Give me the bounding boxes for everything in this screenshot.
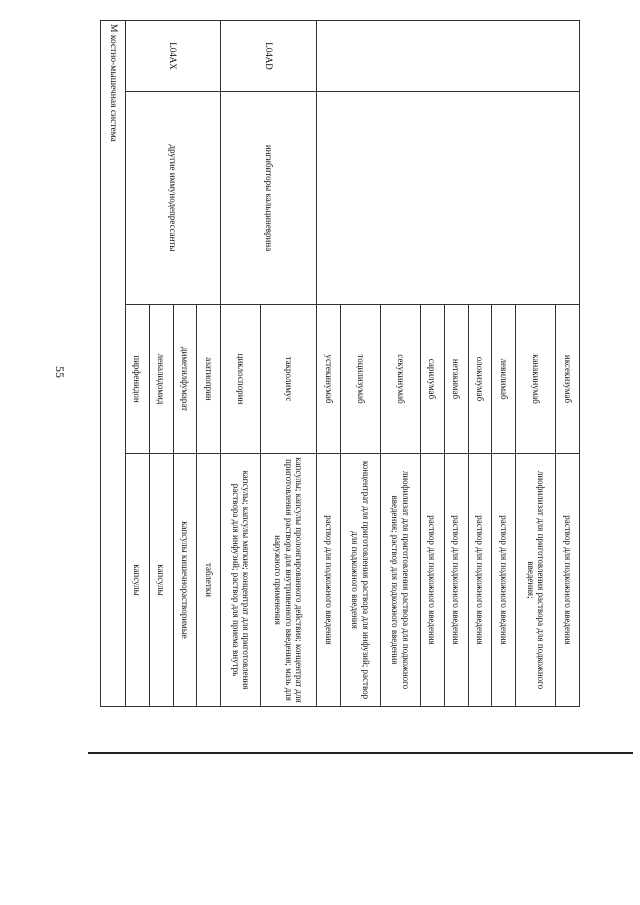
drug-cell: циклоспорин	[221, 305, 261, 454]
drug-table	[100, 20, 580, 707]
drug-cell: канакинумаб	[516, 305, 556, 454]
drug-cell: левилимаб	[492, 305, 516, 454]
drug-cell: пирфенидон	[125, 305, 149, 454]
page-divider	[88, 752, 633, 754]
drug-cell: азатиоприн	[197, 305, 221, 454]
forms-cell: капсулы кишечнорастворимые	[173, 454, 197, 707]
page-number: 55	[53, 366, 67, 378]
drug-cell: секукинумаб	[380, 305, 420, 454]
forms-cell: капсулы; капсулы мягкие; концентрат для приготовления раствора для инфузий; раствор для приема внутрь	[221, 454, 261, 707]
forms-cell: капсулы	[149, 454, 173, 707]
forms-cell: таблетки	[197, 454, 221, 707]
forms-cell: раствор для подкожного введения	[492, 454, 516, 707]
table-row	[197, 21, 221, 707]
forms-cell: раствор для подкожного введения	[468, 454, 492, 707]
drug-cell: нетакимаб	[444, 305, 468, 454]
group-cell: ингибиторы кальциневрина	[221, 92, 317, 305]
drug-cell: диметилфумарат	[173, 305, 197, 454]
drug-cell: иксекизумаб	[556, 305, 580, 454]
table-row	[556, 21, 580, 707]
forms-cell: раствор для подкожного введения	[556, 454, 580, 707]
atc-code-cell: L04AX	[125, 21, 220, 92]
atc-code-cell: L04AD	[221, 21, 317, 92]
drug-cell: олокизумаб	[468, 305, 492, 454]
forms-cell: раствор для подкожного введения	[317, 454, 341, 707]
drug-cell: леналидомид	[149, 305, 173, 454]
drug-cell: такролимус	[261, 305, 317, 454]
atc-code-cell	[317, 21, 580, 92]
forms-cell: лиофилизат для приготовления раствора для подкожного введения;	[516, 454, 556, 707]
drug-cell: тоцилизумаб	[341, 305, 381, 454]
forms-cell: концентрат для приготовления раствора для инфузий; раствор для подкожного введения	[341, 454, 381, 707]
table-row	[261, 21, 317, 707]
section-row	[101, 21, 126, 707]
forms-cell: капсулы; капсулы пролонгированного действия; концентрат для приготовления раствора для внутривенного введения; мазь для наружного применения	[261, 454, 317, 707]
forms-cell: раствор для подкожного введения	[444, 454, 468, 707]
drug-cell: устекинумаб	[317, 305, 341, 454]
forms-cell: раствор для подкожного введения	[420, 454, 444, 707]
group-cell: другие иммунодепрессанты	[125, 92, 220, 305]
drug-cell: сарилумаб	[420, 305, 444, 454]
section-title: M костно-мышечная система	[101, 21, 126, 707]
group-cell	[317, 92, 580, 305]
forms-cell: капсулы	[125, 454, 149, 707]
forms-cell: лиофилизат для приготовления раствора для подкожного введения; раствор для подкожного введения	[380, 454, 420, 707]
